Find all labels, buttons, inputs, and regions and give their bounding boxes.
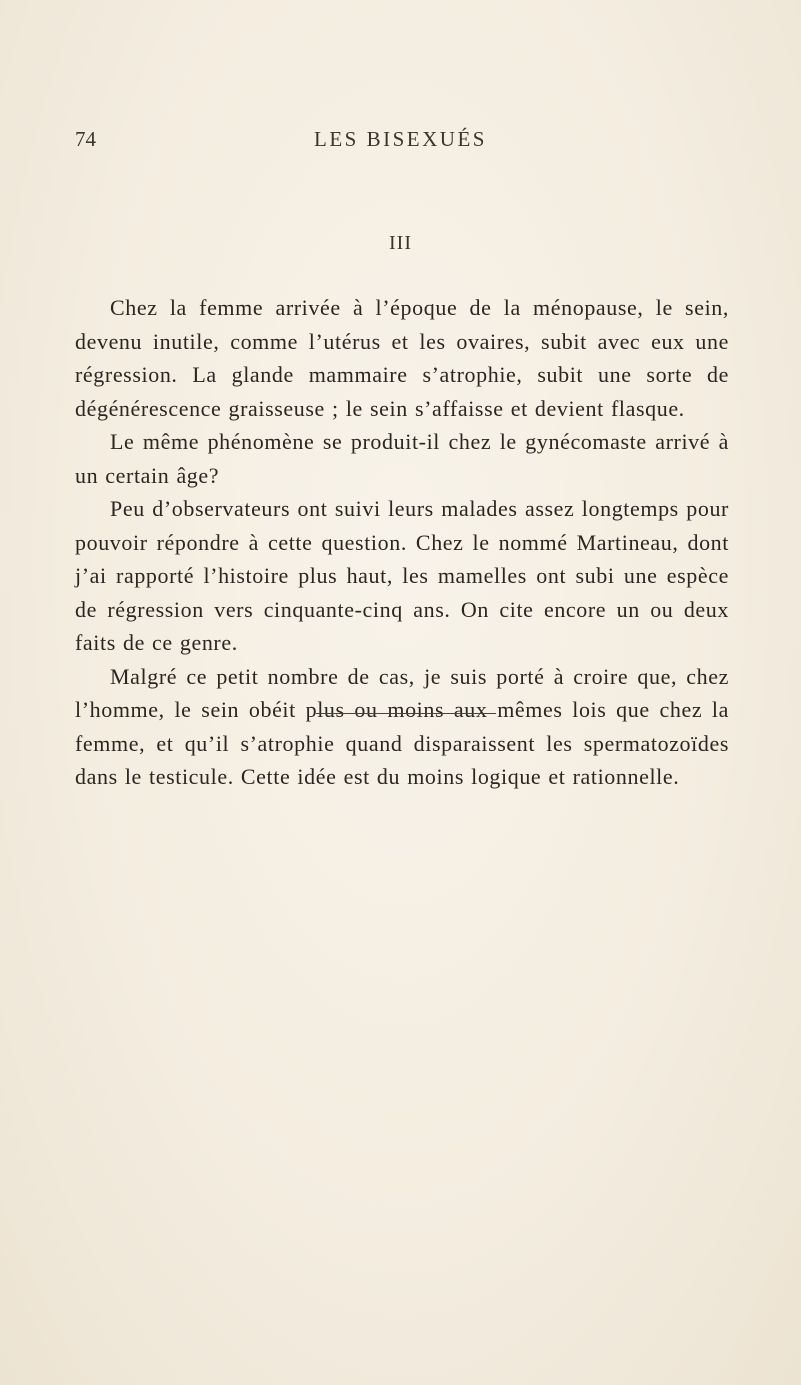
body-text	[75, 291, 729, 794]
paragraph-1: Chez la femme arrivée à l’époque de la ménopause, le sein, devenu inutile, comme l’utérus et les ovaires, subit avec eux une régression. La glande mammaire s’atrophie, subit une sorte de dégénérescence graisseuse ; le sein s’affaisse et devient flasque.	[75, 295, 729, 421]
paragraph-3: Peu d’observateurs ont suivi leurs malades assez longtemps pour pouvoir répondre à cette question. Chez le nommé Martineau, dont j’ai rapporté l’histoire plus haut, les mamelles ont subi une espèce de régression vers cinquante-cinq ans. On cite encore un ou deux faits de ce genre.	[75, 496, 729, 655]
paragraph-4: Malgré ce petit nombre de cas, je suis porté à croire que, chez l’homme, le sein obéit plus ou moins aux mêmes lois que chez la femme, et qu’il s’atrophie quand disparaissent les spermatozoïdes dans le testicule. Cette idée est du moins logique et rationnelle.	[75, 663, 729, 789]
running-title: LES BISEXUÉS	[314, 127, 487, 151]
section-number: III	[389, 232, 412, 254]
page-number: 74	[75, 127, 96, 151]
paragraph-2: Le même phénomène se produit-il chez le gynécomaste arrivé à un certain âge?	[75, 429, 729, 488]
section-end-rule	[316, 713, 496, 714]
